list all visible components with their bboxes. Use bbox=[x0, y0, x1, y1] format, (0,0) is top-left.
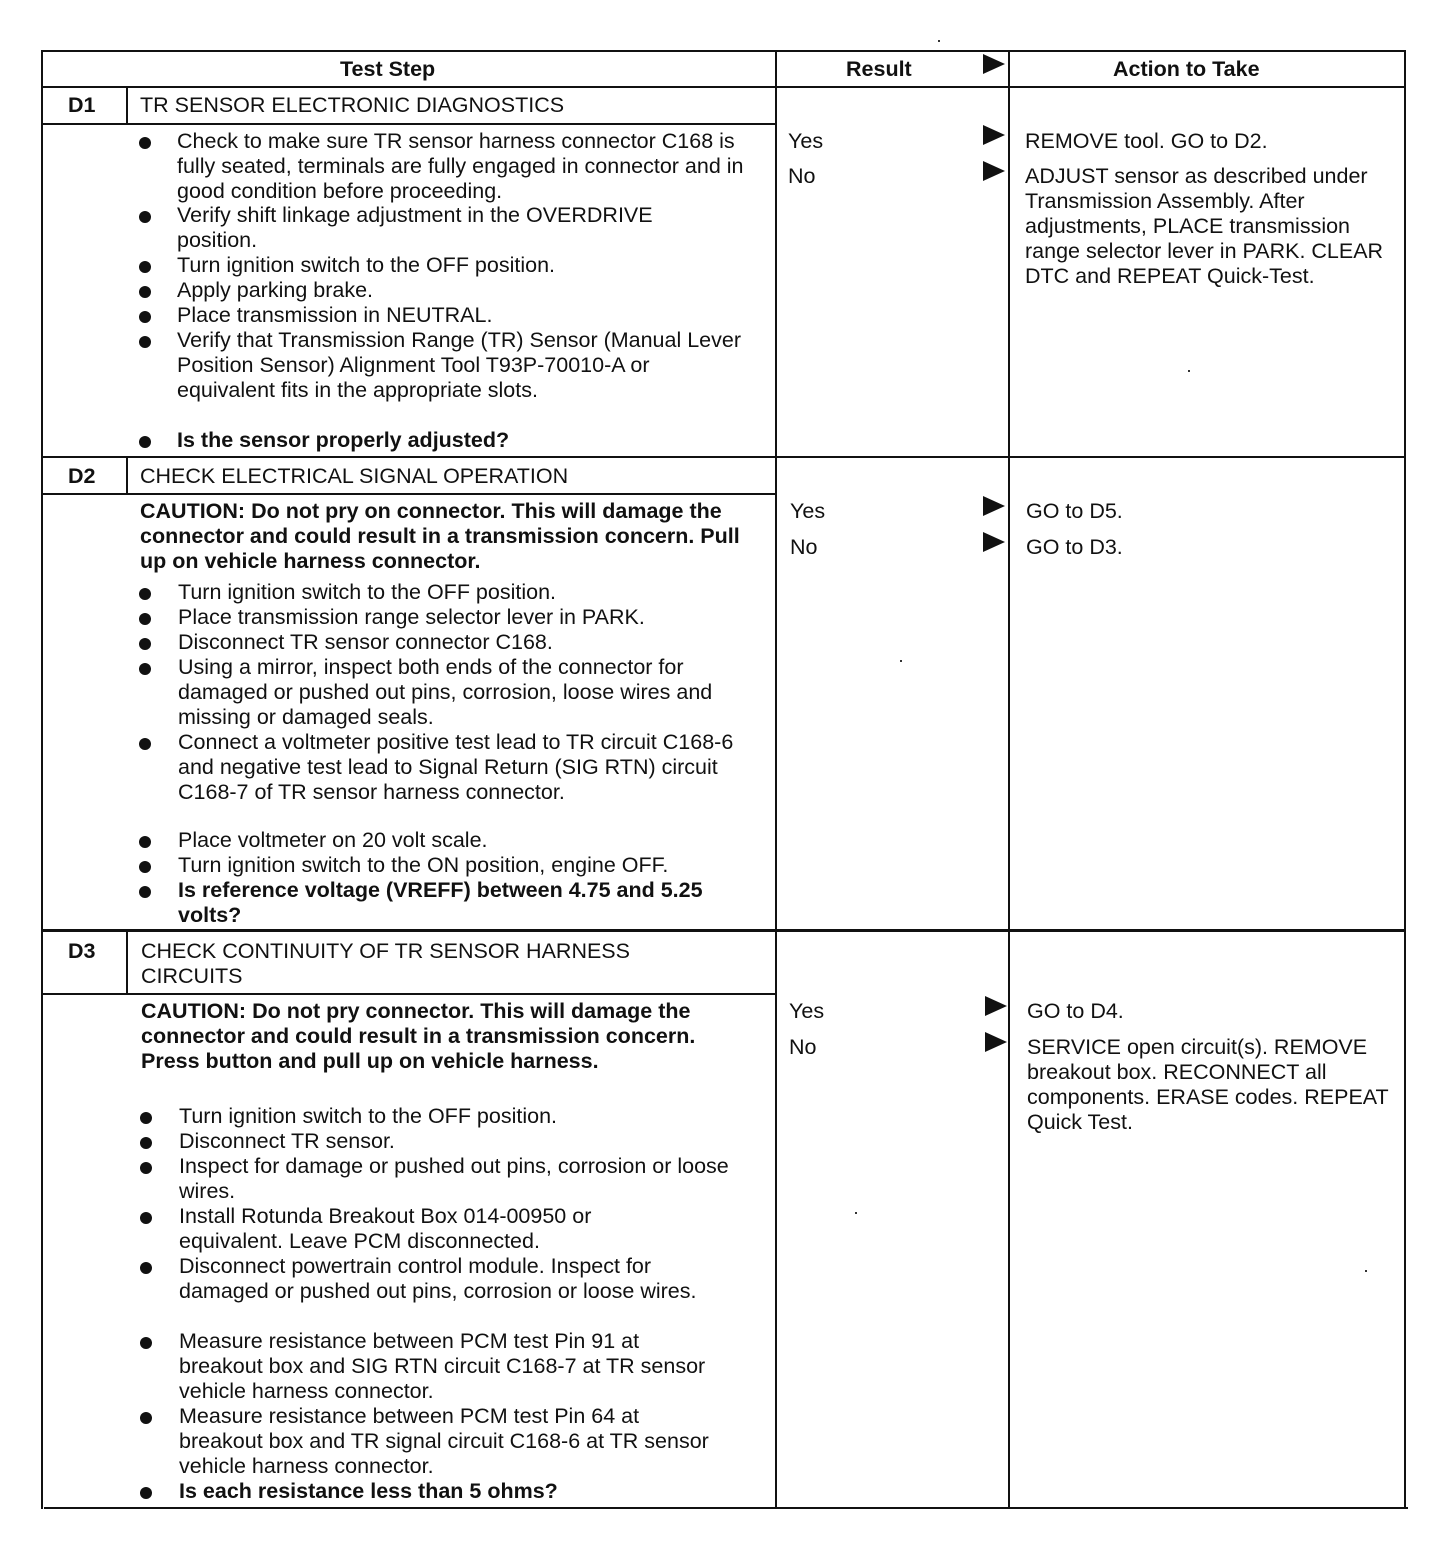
bullet-icon bbox=[139, 886, 151, 898]
result-no-label: No bbox=[790, 535, 818, 559]
arrow-icon bbox=[983, 532, 1005, 552]
bullet-text: Measure resistance between PCM test Pin 64 at breakout box and TR signal circuit C168-6 at TR sensor vehicle harness connector. bbox=[179, 1404, 709, 1478]
bullet-question: Is each resistance less than 5 ohms? bbox=[179, 1479, 558, 1503]
result-no-label: No bbox=[789, 1035, 817, 1059]
bullet-text: Turn ignition switch to the OFF position. bbox=[179, 1104, 558, 1128]
bullet-icon bbox=[140, 1162, 152, 1174]
bullet-icon bbox=[140, 1137, 152, 1149]
action-yes: GO to D5. bbox=[1026, 499, 1123, 523]
scan-speck bbox=[855, 1212, 857, 1214]
bullet-icon bbox=[139, 211, 151, 223]
bullet-icon bbox=[139, 286, 151, 298]
action-no: ADJUST sensor as described under Transmission Assembly. After adjustments, PLACE transmission range selector lever in PARK. CLEAR DTC and REPEAT Quick-Test. bbox=[1025, 164, 1384, 288]
bullet-icon bbox=[140, 1112, 152, 1124]
bullet-icon bbox=[139, 311, 151, 323]
bullet-icon bbox=[139, 836, 151, 848]
bullet-icon bbox=[139, 638, 151, 650]
bullet-text: Apply parking brake. bbox=[177, 278, 373, 302]
arrow-icon bbox=[983, 496, 1005, 516]
bullet-question: Is reference voltage (VREFF) between 4.75 and 5.25 volts? bbox=[178, 878, 703, 927]
step-id: D1 bbox=[68, 93, 96, 117]
bullet-icon bbox=[139, 738, 151, 750]
header-arrow-icon bbox=[983, 54, 1005, 74]
bullet-icon bbox=[140, 1487, 152, 1499]
arrow-icon bbox=[985, 996, 1007, 1016]
bullet-text: Measure resistance between PCM test Pin 91 at breakout box and SIG RTN circuit C168-7 at TR sensor vehicle harness connector. bbox=[179, 1329, 706, 1403]
bullet-text: Place voltmeter on 20 volt scale. bbox=[178, 828, 488, 852]
action-yes: GO to D4. bbox=[1027, 999, 1124, 1023]
result-yes-label: Yes bbox=[790, 499, 826, 523]
scan-speck bbox=[1188, 370, 1190, 372]
result-no-label: No bbox=[788, 164, 816, 188]
bullet-text: Place transmission in NEUTRAL. bbox=[177, 303, 493, 327]
bullet-text: Verify shift linkage adjustment in the OVERDRIVE position. bbox=[177, 203, 653, 252]
bullet-icon bbox=[140, 1212, 152, 1224]
bullet-text: Disconnect TR sensor connector C168. bbox=[178, 630, 553, 654]
header-action: Action to Take bbox=[1113, 57, 1260, 81]
bullet-icon bbox=[140, 1412, 152, 1424]
step-title: CHECK ELECTRICAL SIGNAL OPERATION bbox=[140, 464, 569, 488]
bullet-icon bbox=[139, 336, 151, 348]
bullet-text: Place transmission range selector lever in PARK. bbox=[178, 605, 645, 629]
bullet-icon bbox=[139, 137, 151, 149]
bullet-icon bbox=[140, 1262, 152, 1274]
bullet-text: Connect a voltmeter positive test lead to TR circuit C168-6 and negative test lead to Signal Return (SIG RTN) circuit C168-7 of TR sensor harness connector. bbox=[178, 730, 734, 804]
action-yes: REMOVE tool. GO to D2. bbox=[1025, 129, 1268, 153]
arrow-icon bbox=[983, 161, 1005, 181]
bullet-icon bbox=[139, 861, 151, 873]
scan-speck bbox=[938, 40, 940, 42]
bullet-icon bbox=[140, 1337, 152, 1349]
step-title: TR SENSOR ELECTRONIC DIAGNOSTICS bbox=[140, 93, 565, 117]
bullet-text: Turn ignition switch to the OFF position. bbox=[177, 253, 556, 277]
bullet-text: Install Rotunda Breakout Box 014-00950 or equivalent. Leave PCM disconnected. bbox=[179, 1204, 592, 1253]
bullet-icon bbox=[139, 663, 151, 675]
bullet-text: Disconnect TR sensor. bbox=[179, 1129, 395, 1153]
result-yes-label: Yes bbox=[789, 999, 825, 1023]
step-id: D3 bbox=[68, 939, 96, 963]
header-test-step: Test Step bbox=[340, 57, 436, 81]
scan-speck bbox=[1365, 1270, 1367, 1272]
result-yes-label: Yes bbox=[788, 129, 824, 153]
bullet-text: Check to make sure TR sensor harness connector C168 is fully seated, terminals are fully engaged in connector and in good condition before proceeding. bbox=[177, 129, 744, 203]
bullet-text: Inspect for damage or pushed out pins, corrosion or loose wires. bbox=[179, 1154, 729, 1203]
bullet-text: Using a mirror, inspect both ends of the connector for damaged or pushed out pins, corrosion, loose wires and missing or damaged seals. bbox=[178, 655, 713, 729]
bullet-text: Turn ignition switch to the OFF position. bbox=[178, 580, 557, 604]
header-result: Result bbox=[846, 57, 912, 81]
caution-text: CAUTION: Do not pry connector. This will damage the connector and could result in a transmission concern. Press button and pull up on vehicle harness. bbox=[141, 999, 696, 1073]
step-title: CHECK CONTINUITY OF TR SENSOR HARNESS CIRCUITS bbox=[141, 939, 630, 988]
caution-text: CAUTION: Do not pry on connector. This will damage the connector and could result in a transmission concern. Pull up on vehicle harness connector. bbox=[140, 499, 740, 573]
bullet-icon bbox=[139, 588, 151, 600]
bullet-text: Disconnect powertrain control module. Inspect for damaged or pushed out pins, corrosion or loose wires. bbox=[179, 1254, 697, 1303]
action-no: SERVICE open circuit(s). REMOVE breakout box. RECONNECT all components. ERASE codes. REPEAT Quick Test. bbox=[1027, 1035, 1389, 1134]
arrow-icon bbox=[985, 1032, 1007, 1052]
bullet-question: Is the sensor properly adjusted? bbox=[177, 428, 510, 452]
bullet-text: Turn ignition switch to the ON position, engine OFF. bbox=[178, 853, 669, 877]
arrow-icon bbox=[983, 125, 1005, 145]
bullet-icon bbox=[139, 613, 151, 625]
action-no: GO to D3. bbox=[1026, 535, 1123, 559]
scan-speck bbox=[900, 660, 902, 662]
bullet-icon bbox=[139, 436, 151, 448]
step-id: D2 bbox=[68, 464, 96, 488]
bullet-text: Verify that Transmission Range (TR) Sensor (Manual Lever Position Sensor) Alignment Tool T93P-70010-A or equivalent fits in the appropriate slots. bbox=[177, 328, 742, 402]
bullet-icon bbox=[139, 261, 151, 273]
